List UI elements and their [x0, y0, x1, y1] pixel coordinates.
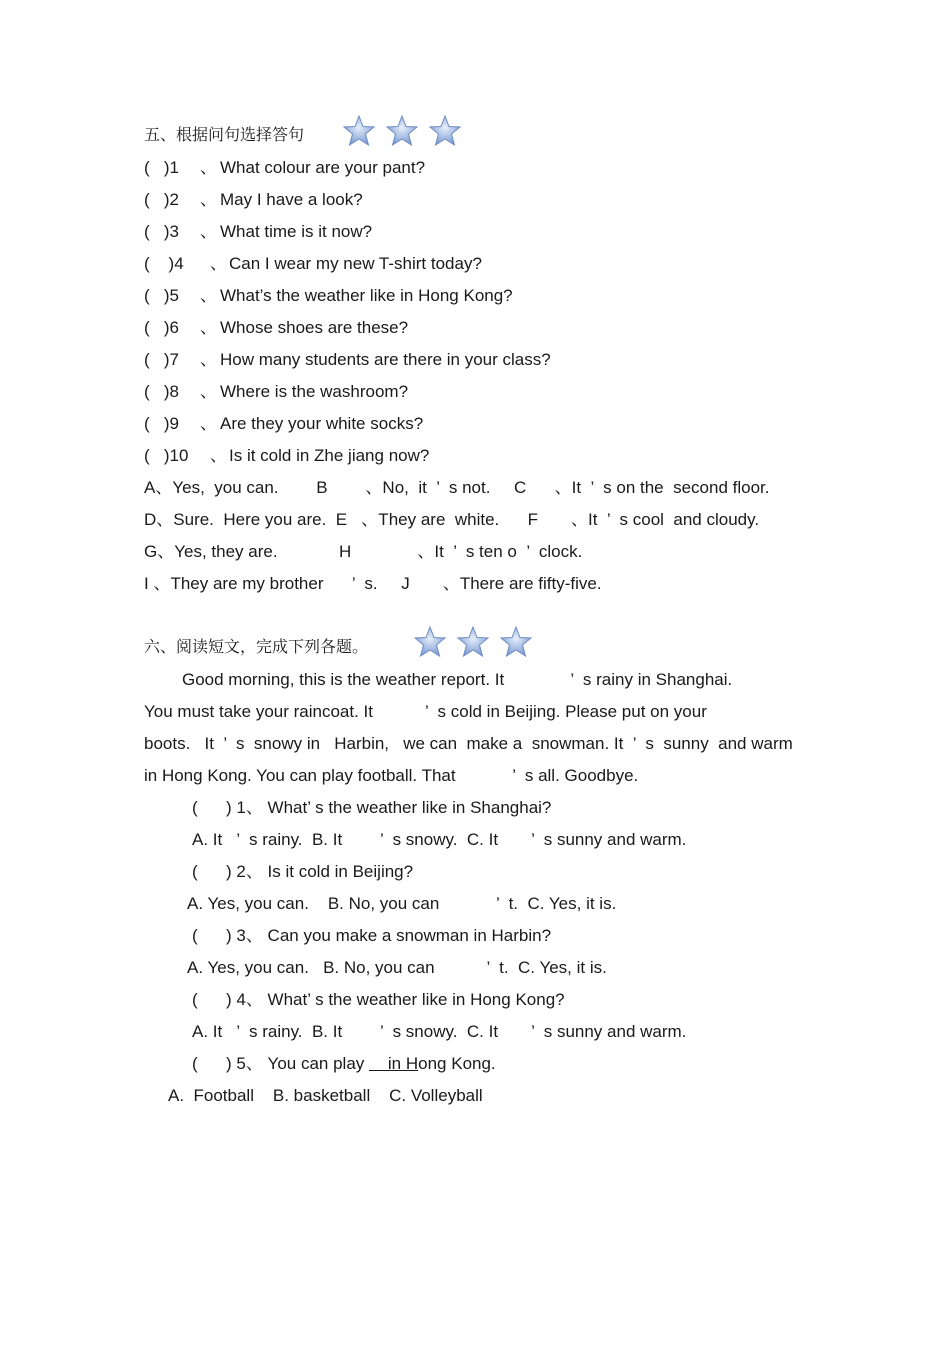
reading-question-3: ( ) 3、 Can you make a snowman in Harbin?	[192, 926, 552, 945]
passage-line-4: in Hong Kong. You can play football. That ’ s all. Goodbye.	[144, 766, 639, 785]
answer-options-row-3: G、Yes, they are. H 、It ’ s ten o ’ clock.	[144, 542, 583, 561]
reading-options-4: A. It ’ s rainy. B. It ’ s snowy. C. It ’ s sunny and warm.	[192, 1022, 687, 1041]
question-text: Can I wear my new T-shirt today?	[229, 254, 482, 273]
question-text: What time is it now?	[220, 222, 373, 241]
list-separator: 、	[200, 318, 217, 337]
answer-paren: ( )4	[144, 254, 184, 273]
reading-options-1: A. It ’ s rainy. B. It ’ s snowy. C. It ’ s sunny and warm.	[192, 830, 687, 849]
reading-options-5: A. Football B. basketball C. Volleyball	[168, 1086, 483, 1105]
answer-options-row-2: D、Sure. Here you are. E 、They are white. F 、It ’ s cool and cloudy.	[144, 510, 760, 529]
question-text: May I have a look?	[220, 190, 363, 209]
question-4	[144, 253, 482, 275]
answer-options-row-4: I 、They are my brother ’ s. J 、There are fifty-five.	[144, 574, 602, 593]
answer-paren: ( )8	[144, 382, 179, 401]
question-2	[144, 189, 363, 211]
star-icon	[413, 625, 447, 659]
passage-line-3: boots. It ’ s snowy in Harbin, we can make a snowman. It ’ s sunny and warm	[144, 734, 793, 753]
question-text: ( ) 5、 You can play	[192, 1054, 370, 1073]
star-icon	[342, 114, 376, 148]
star-icon	[385, 114, 419, 148]
reading-question-2: ( ) 2、 Is it cold in Beijing?	[192, 862, 414, 881]
answer-paren: ( )3	[144, 222, 179, 241]
reading-question-4: ( ) 4、 What’ s the weather like in Hong Kong?	[192, 990, 565, 1009]
section-six-heading: 六、阅读短文，完成下列各题。	[144, 637, 369, 656]
passage-line-2: You must take your raincoat. It ’ s cold in Beijing. Please put on your	[144, 702, 707, 721]
question-9	[144, 413, 424, 435]
answer-options-row-1: A、Yes, you can. B 、No, it ’ s not. C 、It ’ s on the second floor.	[144, 478, 770, 497]
list-separator: 、	[200, 158, 217, 177]
answer-paren: ( )1	[144, 158, 179, 177]
passage-line-1: Good morning, this is the weather report. It ’ s rainy in Shanghai.	[182, 670, 733, 689]
star-icon	[456, 625, 490, 659]
section-five-heading: 五、根据问句选择答句	[144, 125, 305, 144]
answer-paren: ( )2	[144, 190, 179, 209]
list-separator: 、	[200, 350, 217, 369]
question-text: ong Kong.	[418, 1054, 496, 1073]
section-six-rating	[413, 625, 542, 664]
section-five-rating	[342, 114, 471, 153]
reading-options-3: A. Yes, you can. B. No, you can ’ t. C. Yes, it is.	[187, 958, 607, 977]
list-separator: 、	[210, 446, 227, 465]
question-1	[144, 157, 426, 179]
answer-blank: in H	[369, 1054, 419, 1073]
list-separator: 、	[200, 286, 217, 305]
question-text: Where is the washroom?	[220, 382, 409, 401]
list-separator: 、	[200, 382, 217, 401]
star-icon	[499, 625, 533, 659]
question-text: Whose shoes are these?	[220, 318, 409, 337]
question-text: What’s the weather like in Hong Kong?	[220, 286, 513, 305]
answer-paren: ( )6	[144, 318, 179, 337]
question-8	[144, 381, 409, 403]
list-separator: 、	[210, 254, 227, 273]
list-separator: 、	[200, 222, 217, 241]
list-separator: 、	[200, 190, 217, 209]
question-10	[144, 445, 430, 467]
question-text: Is it cold in Zhe jiang now?	[229, 446, 430, 465]
answer-paren: ( )7	[144, 350, 179, 369]
question-6	[144, 317, 409, 339]
reading-question-1: ( ) 1、 What’ s the weather like in Shanghai?	[192, 798, 552, 817]
question-3	[144, 221, 373, 243]
question-text: How many students are there in your class?	[220, 350, 551, 369]
reading-question-5	[192, 1053, 496, 1075]
question-text: Are they your white socks?	[220, 414, 424, 433]
reading-options-2: A. Yes, you can. B. No, you can ’ t. C. Yes, it is.	[187, 894, 617, 913]
list-separator: 、	[200, 414, 217, 433]
star-icon	[428, 114, 462, 148]
question-7	[144, 349, 551, 371]
question-text: What colour are your pant?	[220, 158, 426, 177]
question-5	[144, 285, 513, 307]
answer-paren: ( )10	[144, 446, 189, 465]
answer-paren: ( )5	[144, 286, 179, 305]
answer-paren: ( )9	[144, 414, 179, 433]
